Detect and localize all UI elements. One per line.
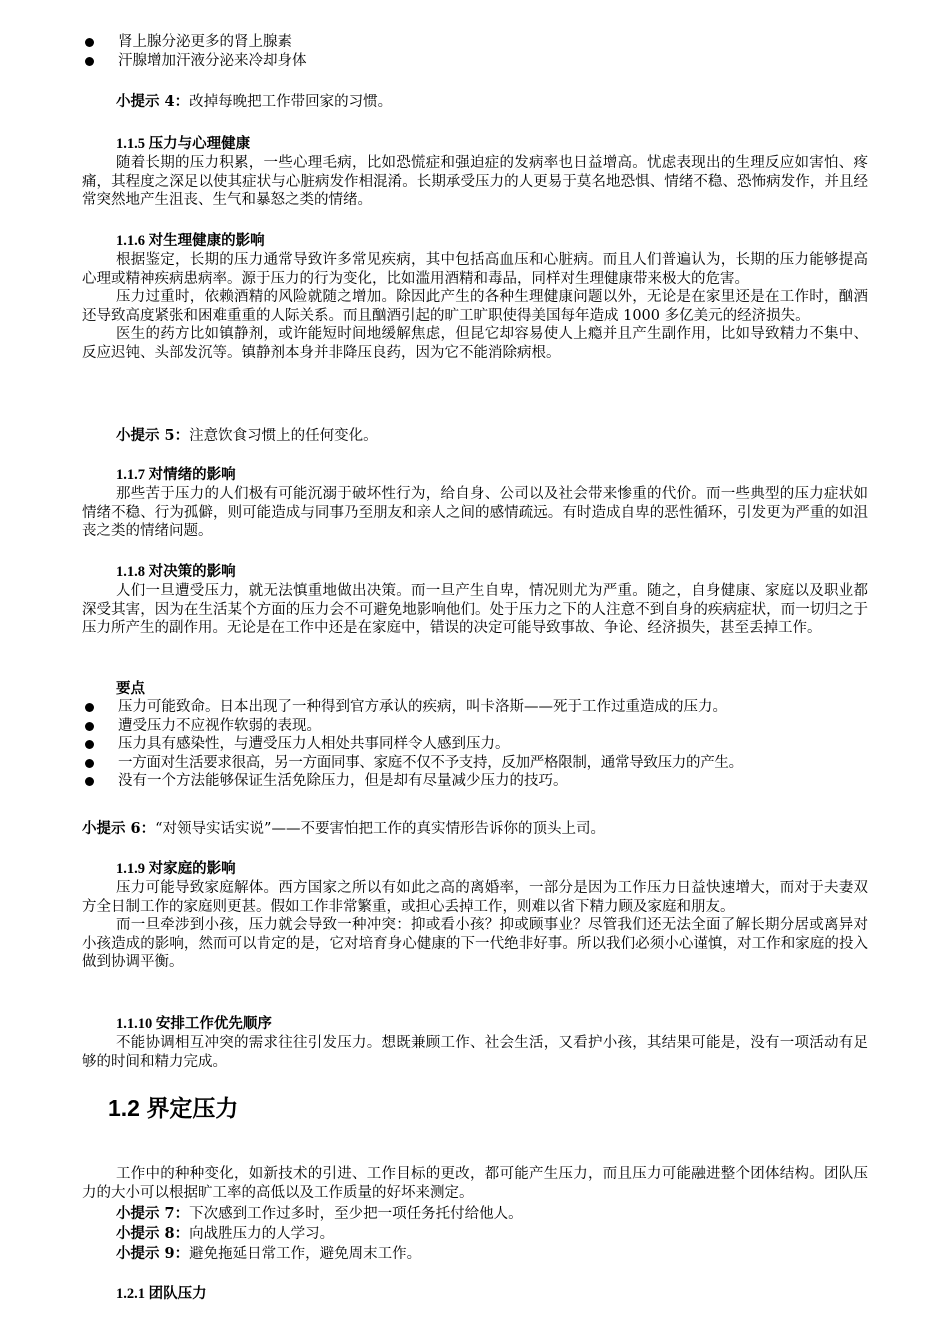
- bullet-dot-icon: [85, 777, 94, 786]
- bullet-dot-icon: [85, 703, 94, 712]
- section-heading-1-1-7: 1.1.7 对情绪的影响: [116, 467, 236, 483]
- section-heading-1-1-5: 1.1.5 压力与心理健康: [116, 136, 251, 152]
- section-heading-1-1-9: 1.1.9 对家庭的影响: [116, 861, 236, 877]
- paragraph: 那些苦于压力的人们极有可能沉溺于破坏性行为，给自身、公司以及社会带来惨重的代价。而一些典型的压力症状如情绪不稳、行为孤僻，则可能造成与同事乃至朋友和亲人之间的感情疏远。有时造成自卑的恶性循环，引发更为严重的如沮丧之类的情绪问题。: [82, 486, 868, 539]
- list-item: 一方面对生活要求很高，另一方面同事、家庭不仅不予支持，反加严格限制，通常导致压力的产生。: [82, 754, 882, 773]
- key-points-list: [82, 698, 882, 791]
- bullet-dot-icon: [85, 759, 94, 768]
- list-item: 压力可能致命。日本出现了一种得到官方承认的疾病，叫卡洛斯——死于工作过重造成的压力。: [82, 698, 882, 717]
- section-body-1-1-9: [82, 879, 868, 972]
- section-heading-1-1-6: 1.1.6 对生理健康的影响: [116, 233, 265, 249]
- tip-6: 小提示 6：“对领导实话实说”——不要害怕把工作的真实情形告诉你的顶头上司。: [82, 820, 605, 837]
- paragraph: 根据鉴定，长期的压力通常导致许多常见疾病，其中包括高血压和心脏病。而且人们普遍认为，长期的压力能够提高心理或精神疾病患病率。源于压力的行为变化，比如滥用酒精和毒品，同样对生理健康带来极大的危害。: [82, 252, 868, 287]
- list-item: 遭受压力不应视作软弱的表现。: [82, 717, 882, 736]
- section-body-1-2: [82, 1165, 868, 1202]
- bullet-dot-icon: [85, 740, 94, 749]
- paragraph: 而一旦牵涉到小孩，压力就会导致一种冲突：抑或看小孩？抑或顾事业？尽管我们还无法全面了解长期分居或离异对小孩造成的影响，然而可以肯定的是，它对培育身心健康的下一代绝非好事。所以我们必须小心谨慎，对工作和家庭的投入做到协调平衡。: [82, 917, 868, 970]
- paragraph: 压力可能导致家庭解体。西方国家之所以有如此之高的离婚率，一部分是因为工作压力日益快速增大，而对于夫妻双方全日制工作的家庭则更甚。假如工作非常繁重，或担心丢掉工作，则难以省下精力顾及家庭和朋友。: [82, 880, 868, 915]
- paragraph: 压力过重时，依赖酒精的风险就随之增加。除因此产生的各种生理健康问题以外，无论是在家里还是在工作时，酗酒还导致高度紧张和困难重重的人际关系。而且酗酒引起的旷工旷职使得美国每年造成 1000 多亿美元的经济损失。: [82, 289, 868, 324]
- paragraph: 不能协调相互冲突的需求往往引发压力。想既兼顾工作、社会生活，又看护小孩，其结果可能是，没有一项活动有足够的时间和精力完成。: [82, 1035, 868, 1070]
- list-item: 肾上腺分泌更多的肾上腺素: [82, 33, 868, 52]
- tip-9: 小提示 9：避免拖延日常工作，避免周末工作。: [116, 1245, 422, 1262]
- paragraph: 人们一旦遭受压力，就无法慎重地做出决策。而一旦产生自卑，情况则尤为严重。随之，自身健康、家庭以及职业都深受其害，因为在生活某个方面的压力会不可避免地影响他们。处于压力之下的人注意不到自身的疾病症状，而一切归之于压力所产生的副作用。无论是在工作中还是在家庭中，错误的决定可能导致事故、争论、经济损失，甚至丢掉工作。: [82, 583, 868, 636]
- tip-7: 小提示 7：下次感到工作过多时，至少把一项任务托付给他人。: [116, 1205, 523, 1222]
- top-bullet-list: [82, 33, 868, 70]
- section-heading-1-2-1: 1.2.1 团队压力: [116, 1286, 207, 1302]
- tip-4: 小提示 4：改掉每晚把工作带回家的习惯。: [116, 93, 393, 110]
- section-body-1-1-7: [82, 485, 868, 541]
- section-body-1-1-8: [82, 582, 868, 638]
- list-item: 压力具有感染性，与遭受压力人相处共事同样令人感到压力。: [82, 735, 882, 754]
- paragraph: 医生的药方比如镇静剂，或许能短时间地缓解焦虑，但昆它却容易使人上瘾并且产生副作用，比如导致精力不集中、反应迟钝、头部发沉等。镇静剂本身并非降压良药，因为它不能消除病根。: [82, 326, 868, 361]
- section-body-1-1-6: [82, 251, 868, 362]
- section-heading-1-1-8: 1.1.8 对决策的影响: [116, 564, 236, 580]
- tip-8: 小提示 8：向战胜压力的人学习。: [116, 1225, 335, 1242]
- bullet-dot-icon: [85, 38, 94, 47]
- section-body-1-1-5: [82, 154, 868, 210]
- list-item: 没有一个方法能够保证生活免除压力，但是却有尽量减少压力的技巧。: [82, 772, 882, 791]
- section-heading-1-2: 1.2 界定压力: [108, 1095, 239, 1121]
- tip-5: 小提示 5：注意饮食习惯上的任何变化。: [116, 427, 378, 444]
- paragraph: 随着长期的压力积累，一些心理毛病，比如恐慌症和强迫症的发病率也日益增高。忧虑表现出的生理反应如害怕、疼痛，其程度之深足以使其症状与心脏病发作相混淆。长期承受压力的人更易于莫名地恐惧、情绪不稳、恐怖病发作，并且经常突然地产生沮丧、生气和暴怒之类的情绪。: [82, 155, 868, 208]
- paragraph: 工作中的种种变化，如新技术的引进、工作目标的更改，都可能产生压力，而且压力可能融进整个团体结构。团队压力的大小可以根据旷工率的高低以及工作质量的好坏来测定。: [82, 1166, 868, 1201]
- section-body-1-1-10: [82, 1034, 868, 1071]
- key-points-title: 要点: [116, 680, 145, 697]
- bullet-dot-icon: [85, 722, 94, 731]
- list-item: 汗腺增加汗液分泌来冷却身体: [82, 52, 868, 71]
- section-heading-1-1-10: 1.1.10 安排工作优先顺序: [116, 1016, 272, 1032]
- bullet-dot-icon: [85, 57, 94, 66]
